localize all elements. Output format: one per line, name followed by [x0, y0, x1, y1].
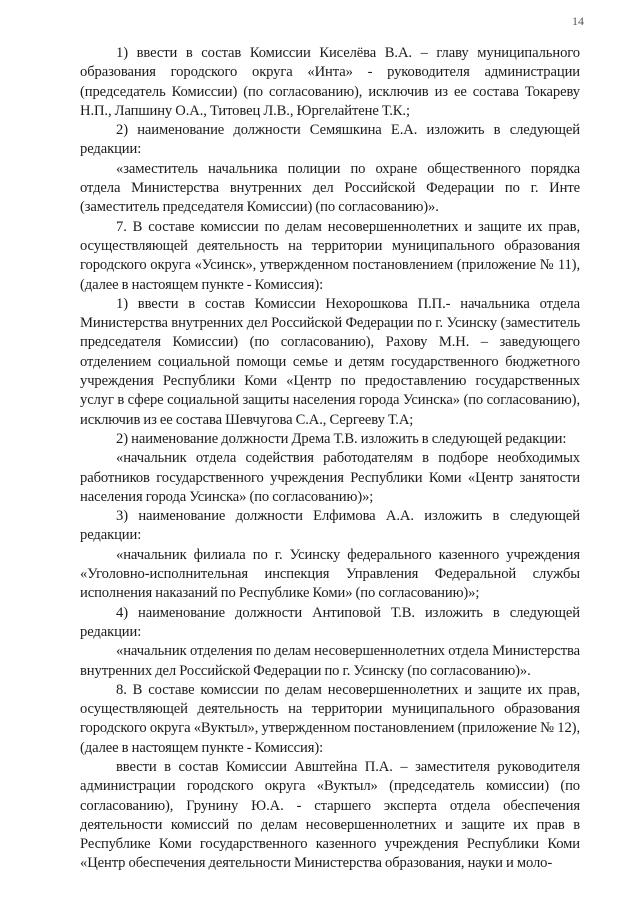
paragraph-6: 2) наименование должности Дрема Т.В. изложить в следующей редакции:: [116, 430, 567, 447]
paragraph-13: ввести в состав Комиссии Авштейна П.А. – заместителя руководителя администрации городского округа «Вуктыл» (председатель комиссии) (по согласованию), Грунину Ю.А. - старшего эксперта отдела обеспечения деятельности комиссий по делам несовершеннолетних и защите их прав в Республике Коми государственного казенного учреждения Республики Коми «Центр обеспечения деятельности Министерства образования, науки и моло-: [80, 758, 580, 872]
paragraph-11: «начальник отделения по делам несовершеннолетних отдела Министерства внутренних дел Российской Федерации по г. Усинску (по согласованию)».: [80, 643, 580, 679]
paragraph-5: 1) ввести в состав Комиссии Нехорошкова П.П.- начальника отдела Министерства внутренних дел Российской Федерации по г. Усинску (заместитель председателя Комиссии) (по согласованию), Рахову М.Н. – заведующего отделением социальной помощи семье и детям государственного бюджетного учреждения Республики Коми «Центр по предоставлению государственных услуг в сфере социальной защиты населения города Усинска» (по согласованию), исключив из ее состава Шевчугова С.А., Сергееву Т.А;: [80, 295, 580, 428]
paragraph-8: 3) наименование должности Елфимова А.А. изложить в следующей редакции:: [80, 508, 580, 544]
paragraph-4: 7. В составе комиссии по делам несовершеннолетних и защите их прав, осуществляющей деятельность на территории муниципального образования городского округа «Усинск», утвержденном постановлением (приложение № 11), (далее в настоящем пункте - Комиссия):: [80, 218, 580, 293]
paragraph-9: «начальник филиала по г. Усинску федерального казенного учреждения «Уголовно-исполнительная инспекция Управления Федеральной службы исполнения наказаний по Республике Коми» (по согласованию)»;: [80, 546, 580, 602]
paragraph-12: 8. В составе комиссии по делам несовершеннолетних и защите их прав, осуществляющей деятельность на территории муниципального образования городского округа «Вуктыл», утвержденном постановлением (приложение № 12), (далее в настоящем пункте - Комиссия):: [80, 681, 580, 756]
paragraph-10: 4) наименование должности Антиповой Т.В. изложить в следующей редакции:: [80, 604, 580, 640]
paragraph-7: «начальник отдела содействия работодателям в подборе необходимых работников государственного учреждения Республики Коми «Центр занятости населения города Усинска» (по согласованию)»;: [80, 450, 580, 505]
paragraph-1: 1) ввести в состав Комиссии Киселёва В.А. – главу муниципального образования городского округа «Инта» - руководителя администрации (председатель Комиссии) (по согласованию), исключив из ее состава Токареву Н.П., Лапшину О.А., Титовец Л.В., Юргелайтене Т.К.;: [80, 45, 580, 119]
paragraph-3: «заместитель начальника полиции по охране общественного порядка отдела Министерства внутренних дел Российской Федерации по г. Инте (заместитель председателя Комиссии) (по согласованию)».: [80, 160, 580, 216]
document-body: [80, 44, 580, 874]
page-number: 14: [572, 14, 584, 28]
paragraph-2: 2) наименование должности Семяшкина Е.А. изложить в следующей редакции:: [80, 122, 580, 158]
